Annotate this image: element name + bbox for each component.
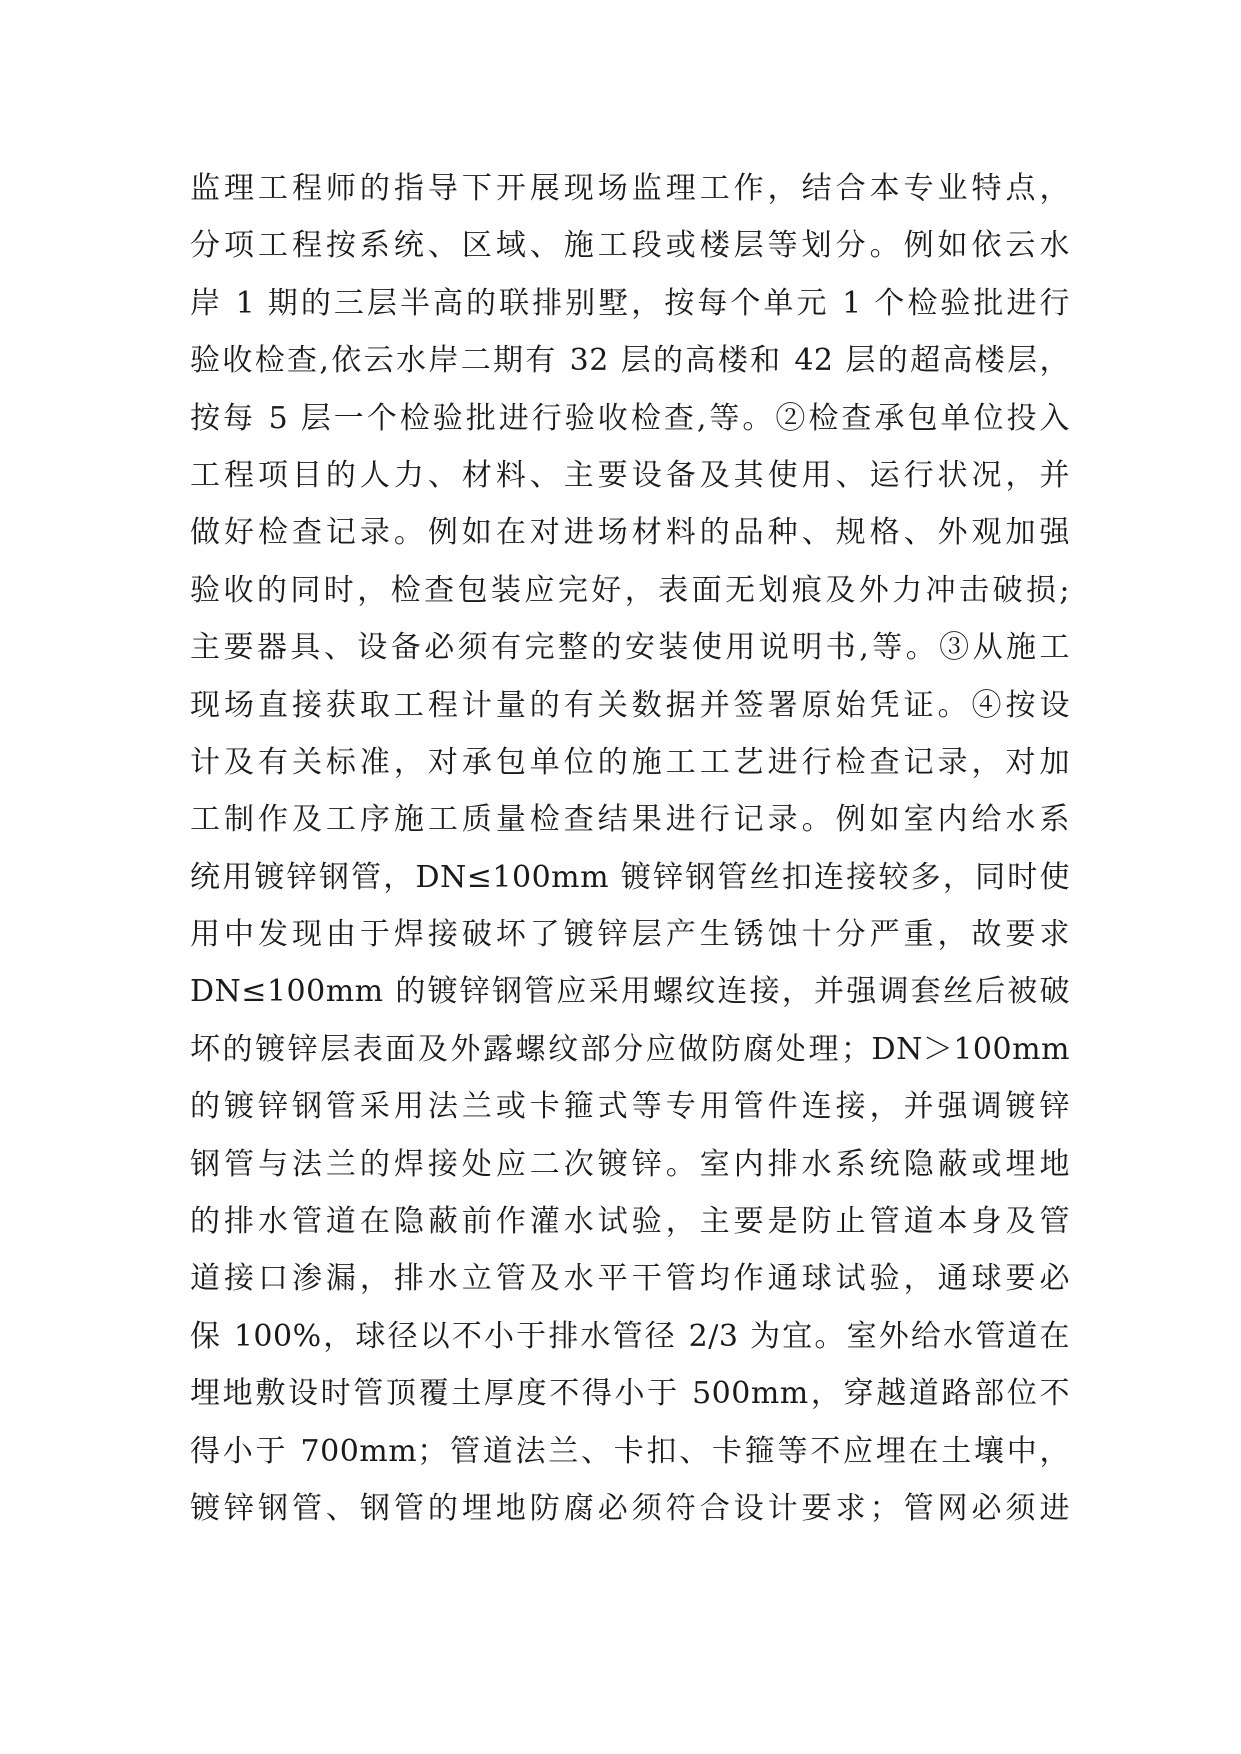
text-line: 岸 1 期的三层半高的联排别墅，按每个单元 1 个检验批进行 [190, 285, 1070, 321]
text-line: 按每 5 层一个检验批进行验收检查,等。②检查承包单位投入 [190, 400, 1070, 436]
text-line: 的排水管道在隐蔽前作灌水试验，主要是防止管道本身及管 [190, 1204, 1070, 1240]
text-line: 保 100%，球径以不小于排水管径 2/3 为宜。室外给水管道在 [190, 1318, 1070, 1354]
text-line: 工制作及工序施工质量检查结果进行记录。例如室内给水系 [190, 802, 1070, 838]
text-line: 分项工程按系统、区域、施工段或楼层等划分。例如依云水 [190, 228, 1070, 264]
text-line: 监理工程师的指导下开展现场监理工作，结合本专业特点， [190, 171, 1070, 206]
body-paragraph [190, 160, 1070, 1537]
text-line: 镀锌钢管、钢管的埋地防腐必须符合设计要求；管网必须进 [190, 1490, 1070, 1526]
text-line: 钢管与法兰的焊接处应二次镀锌。室内排水系统隐蔽或埋地 [190, 1146, 1070, 1182]
text-line: DN≤100mm 的镀锌钢管应采用螺纹连接，并强调套丝后被破 [190, 974, 1070, 1010]
text-line: 用中发现由于焊接破坏了镀锌层产生锈蚀十分严重，故要求 [190, 917, 1070, 953]
text-line: 的镀锌钢管采用法兰或卡箍式等专用管件连接，并强调镀锌 [190, 1089, 1070, 1125]
text-line: 统用镀锌钢管，DN≤100mm 镀锌钢管丝扣连接较多，同时使 [190, 859, 1070, 895]
text-line: 主要器具、设备必须有完整的安装使用说明书,等。③从施工 [190, 630, 1070, 666]
text-line: 验收检查,依云水岸二期有 32 层的高楼和 42 层的超高楼层， [190, 343, 1070, 379]
text-line: 坏的镀锌层表面及外露螺纹部分应做防腐处理；DN＞100mm [190, 1031, 1070, 1067]
text-line: 做好检查记录。例如在对进场材料的品种、规格、外观加强 [190, 515, 1070, 551]
text-line: 现场直接获取工程计量的有关数据并签署原始凭证。④按设 [190, 687, 1070, 723]
text-line: 验收的同时，检查包装应完好，表面无划痕及外力冲击破损; [190, 572, 1070, 608]
text-line: 道接口渗漏，排水立管及水平干管均作通球试验，通球要必 [190, 1261, 1070, 1297]
text-line: 工程项目的人力、材料、主要设备及其使用、运行状况，并 [190, 457, 1070, 493]
text-line: 得小于 700mm；管道法兰、卡扣、卡箍等不应埋在土壤中， [190, 1433, 1070, 1469]
text-line: 埋地敷设时管顶覆土厚度不得小于 500mm，穿越道路部位不 [190, 1376, 1070, 1412]
text-line: 计及有关标准，对承包单位的施工工艺进行检查记录，对加 [190, 744, 1070, 780]
